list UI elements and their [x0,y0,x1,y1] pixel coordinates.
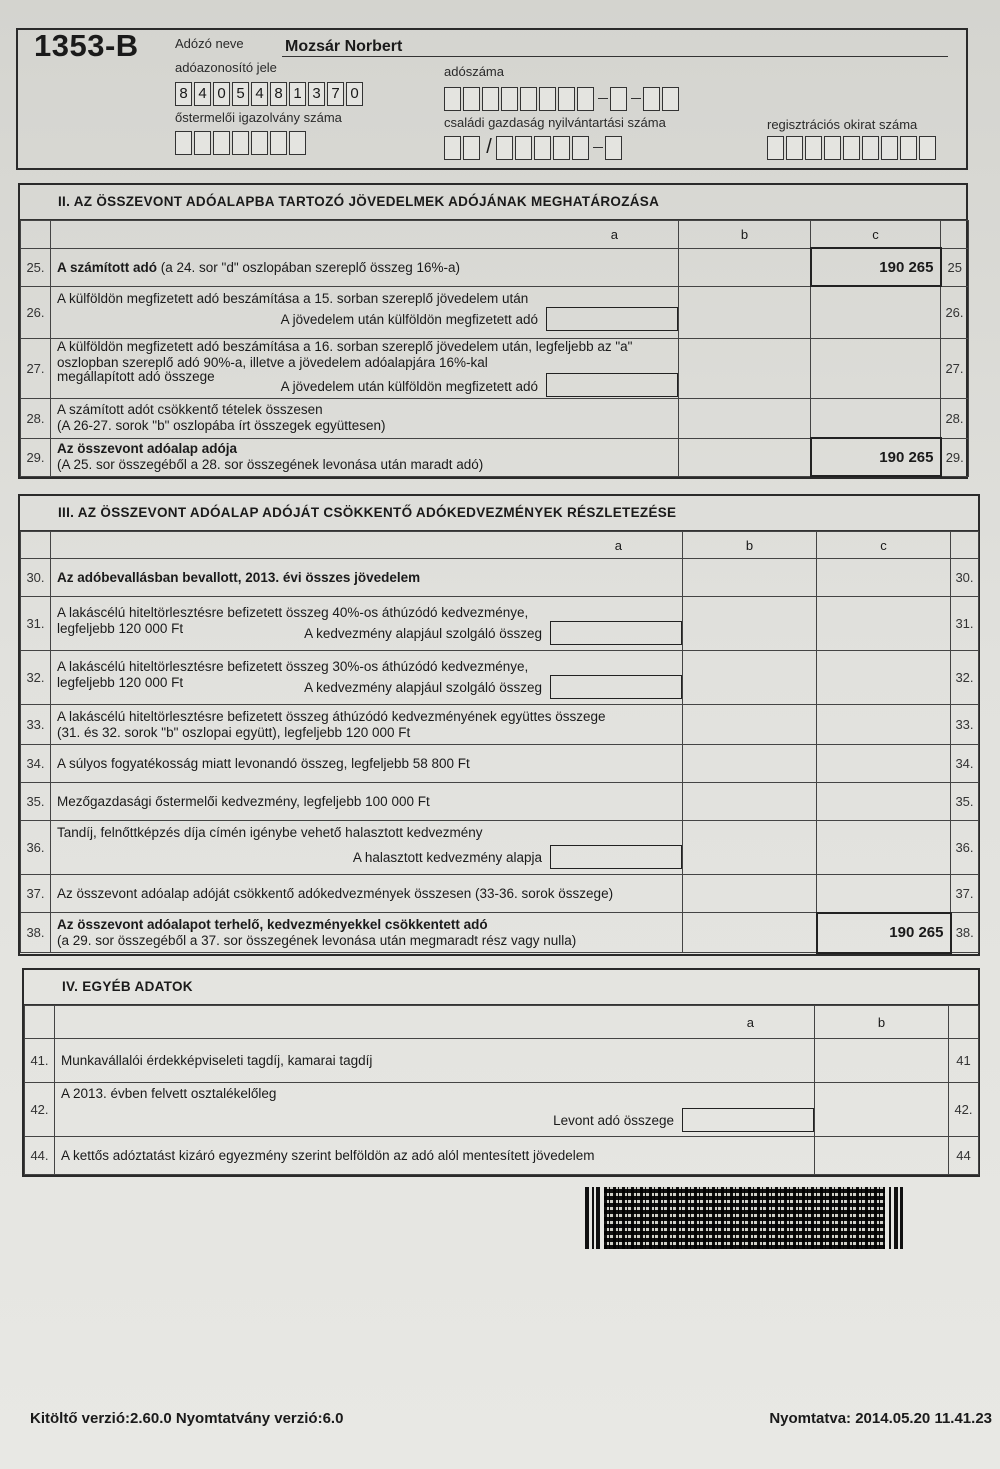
row-26-a-input[interactable] [546,307,678,331]
registration-label: regisztrációs okirat száma [767,117,918,132]
table-row: 35. Mezőgazdasági őstermelői kedvezmény, legfeljebb 100 000 Ft 35. [21,783,979,821]
registration-cells[interactable] [767,136,938,160]
col-a-header: a [51,221,679,249]
tax-number-label: adószáma [444,64,504,79]
row-33-b[interactable] [683,705,817,745]
table-row: 41. Munkavállalói érdekképviseleti tagdíj, kamarai tagdíj 41 [25,1039,979,1083]
row-36-c[interactable] [817,821,951,875]
row-44-b[interactable] [815,1137,949,1175]
table-row: 33. A lakáscélú hiteltörlesztésre befizetett összeg áthúzódó kedvezményének együttes összege (31. és 32. sorok "b" oszlopai együtt), legfeljebb 120 000 Ft 33. [21,705,979,745]
row-29-b[interactable] [679,438,811,476]
row-34-c[interactable] [817,745,951,783]
row-31-a-input[interactable] [550,621,682,645]
family-farm-cells[interactable]: / [444,136,624,160]
table-row: 44. A kettős adóztatást kizáró egyezmény szerint belföldön az adó alól mentesített jövedelem 44 [25,1137,979,1175]
row-32-b[interactable] [683,651,817,705]
row-34-b[interactable] [683,745,817,783]
row-26-c[interactable] [811,286,941,338]
table-row: 38. Az összevont adóalapot terhelő, kedvezményekkel csökkentett adó (a 29. sor összegéből a 37. sor összegének levonása után megmaradt rész vagy nulla) 190 265 38. [21,913,979,953]
tax-id-cells[interactable] [175,82,365,106]
section-3 [18,494,980,956]
section-4 [22,968,980,1177]
row-42-a-input[interactable] [682,1108,814,1132]
row-27-b[interactable] [679,338,811,398]
row-37-b[interactable] [683,875,817,913]
row-28-b[interactable] [679,398,811,438]
barcode [585,1187,903,1249]
table-row: 27. A külföldön megfizetett adó beszámítása a 16. sorban szereplő jövedelem után, legfeljebb az "a" oszlopban szereplő adó 90%-a, illetve a jövedelem adóalapjára 16%-kal megállapított adó összege A jövedelem után külföldön megfizetett adó 27. [21,338,969,398]
table-row: 26. A külföldön megfizetett adó beszámítása a 15. sorban szereplő jövedelem után A jövedelem után külföldön megfizetett adó 26. [21,286,969,338]
row-38-b[interactable] [683,913,817,953]
tax-id-digit: 0 [213,82,230,106]
row-29-c[interactable]: 190 265 [811,438,941,476]
row-30-c[interactable] [817,559,951,597]
table-row: 34. A súlyos fogyatékosság miatt levonandó összeg, legfeljebb 58 800 Ft 34. [21,745,979,783]
section-3-title: III. AZ ÖSSZEVONT ADÓALAP ADÓJÁT CSÖKKENTŐ ADÓKEDVEZMÉNYEK RÉSZLETEZÉSE [20,496,978,531]
row-25-b[interactable] [679,248,811,286]
section-4-table: a b 41. Munkavállalói érdekképviseleti tagdíj, kamarai tagdíj 41 42. A 2013. évben felvett osztalékelőleg Levont adó összege 42. 44. A kettős adóztatást kizáró egyezmény szerint belföldön az adó alól mentesített jövedelem 44 [24,1005,979,1175]
col-c-header: c [811,221,941,249]
footer-version: Kitöltő verzió:2.60.0 Nyomtatvány verzió:6.0 [30,1410,344,1427]
section-2-table [20,220,969,477]
row-33-c[interactable] [817,705,951,745]
row-27-a-input[interactable] [546,373,678,397]
footer-printed: Nyomtatva: 2014.05.20 11.41.23 [769,1410,992,1427]
tax-id-digit: 4 [194,82,211,106]
col-b-header: b [679,221,811,249]
tax-number-cells[interactable] [444,87,681,111]
tax-id-digit: 0 [346,82,363,106]
row-26-b[interactable] [679,286,811,338]
name-underline [282,56,948,57]
form-code: 1353-B [34,28,139,63]
section-2 [18,183,968,479]
row-41-b[interactable] [815,1039,949,1083]
section-4-title: IV. EGYÉB ADATOK [24,970,978,1005]
section-2-title: II. AZ ÖSSZEVONT ADÓALAPBA TARTOZÓ JÖVEDELMEK ADÓJÁNAK MEGHATÁROZÁSA [20,185,966,220]
row-28-c[interactable] [811,398,941,438]
row-37-c[interactable] [817,875,951,913]
table-row: 30. Az adóbevallásban bevallott, 2013. évi összes jövedelem 30. [21,559,979,597]
row-25-c[interactable]: 190 265 [811,248,941,286]
section-3-table: a b c 30. Az adóbevallásban bevallott, 2013. évi összes jövedelem 30. 31. A lakáscélú hiteltörlesztésre befizetett összeg 40%-os áthúzódó kedvezménye, legfeljebb 120 000 Ft A kedvezmény alapjául szolgáló összeg 31. 32. A lakáscélú hiteltörlesztésre befizetett összeg 30%-os áthúzódó kedvezménye, legfeljebb 120 000 Ft A kedvezmény alapjául szolgáló összeg 32. 33. A lakáscélú hiteltörlesztésre befizetett összeg áthúzódó kedvezményének együttes összege (31. és 32. sorok "b" oszlopai együtt), legfeljebb 120 000 Ft 33. 34. A súlyos fogyatékosság miatt levonandó összeg, legfeljebb 58 800 Ft 34. 35. Mezőgazdasági őstermelői kedvezmény, legfeljebb 100 000 Ft 35. 36. Tandíj, felnőttképzés díja címén igénybe vehető halasztott kedvezmény A halasztott kedvezmény alapja 36. 37. Az összevont adóalap adóját csökkentő adókedvezmények összesen (33-36. sorok összege) 37. 38. Az összevont adóalapot terhelő, kedvezményekkel csökkentett adó (a 29. sor összegéből a 37. sor összegének levonása után megmaradt rész vagy nulla) 190 265 38. [20,531,979,954]
producer-id-cells[interactable] [175,131,308,155]
tax-id-digit: 4 [251,82,268,106]
tax-id-digit: 8 [175,82,192,106]
row-35-c[interactable] [817,783,951,821]
family-farm-label: családi gazdaság nyilvántartási száma [444,115,666,130]
row-36-a-input[interactable] [550,845,682,869]
row-27-c[interactable] [811,338,941,398]
row-32-a-input[interactable] [550,675,682,699]
table-row: 31. A lakáscélú hiteltörlesztésre befizetett összeg 40%-os áthúzódó kedvezménye, legfeljebb 120 000 Ft A kedvezmény alapjául szolgáló összeg 31. [21,597,979,651]
table-row: 42. A 2013. évben felvett osztalékelőleg Levont adó összege 42. [25,1083,979,1137]
producer-id-label: őstermelői igazolvány száma [175,110,342,125]
row-36-b[interactable] [683,821,817,875]
row-35-b[interactable] [683,783,817,821]
tax-id-digit: 1 [289,82,306,106]
table-row: 29. Az összevont adóalap adója (A 25. sor összegéből a 28. sor összegének levonása után maradt adó) 190 265 29. [21,438,969,476]
tax-id-digit: 3 [308,82,325,106]
table-row: 37. Az összevont adóalap adóját csökkentő adókedvezmények összesen (33-36. sorok összege) 37. [21,875,979,913]
name-label: Adózó neve [175,36,244,51]
tax-id-label: adóazonosító jele [175,60,277,75]
tax-id-digit: 5 [232,82,249,106]
row-31-b[interactable] [683,597,817,651]
table-row: 25. A számított adó (a 24. sor "d" oszlopában szereplő összeg 16%-a) 190 265 25 [21,248,969,286]
table-row: 36. Tandíj, felnőttképzés díja címén igénybe vehető halasztott kedvezmény A halasztott kedvezmény alapja 36. [21,821,979,875]
table-row: 32. A lakáscélú hiteltörlesztésre befizetett összeg 30%-os áthúzódó kedvezménye, legfeljebb 120 000 Ft A kedvezmény alapjául szolgáló összeg 32. [21,651,979,705]
taxpayer-name[interactable]: Mozsár Norbert [285,38,403,55]
tax-id-digit: 7 [327,82,344,106]
row-31-c[interactable] [817,597,951,651]
row-32-c[interactable] [817,651,951,705]
table-row: 28. A számított adót csökkentő tételek összesen (A 26-27. sorok "b" oszlopába írt összegek együttesen) 28. [21,398,969,438]
row-42-b[interactable] [815,1083,949,1137]
row-30-b[interactable] [683,559,817,597]
tax-id-digit: 8 [270,82,287,106]
row-38-c[interactable]: 190 265 [817,913,951,953]
